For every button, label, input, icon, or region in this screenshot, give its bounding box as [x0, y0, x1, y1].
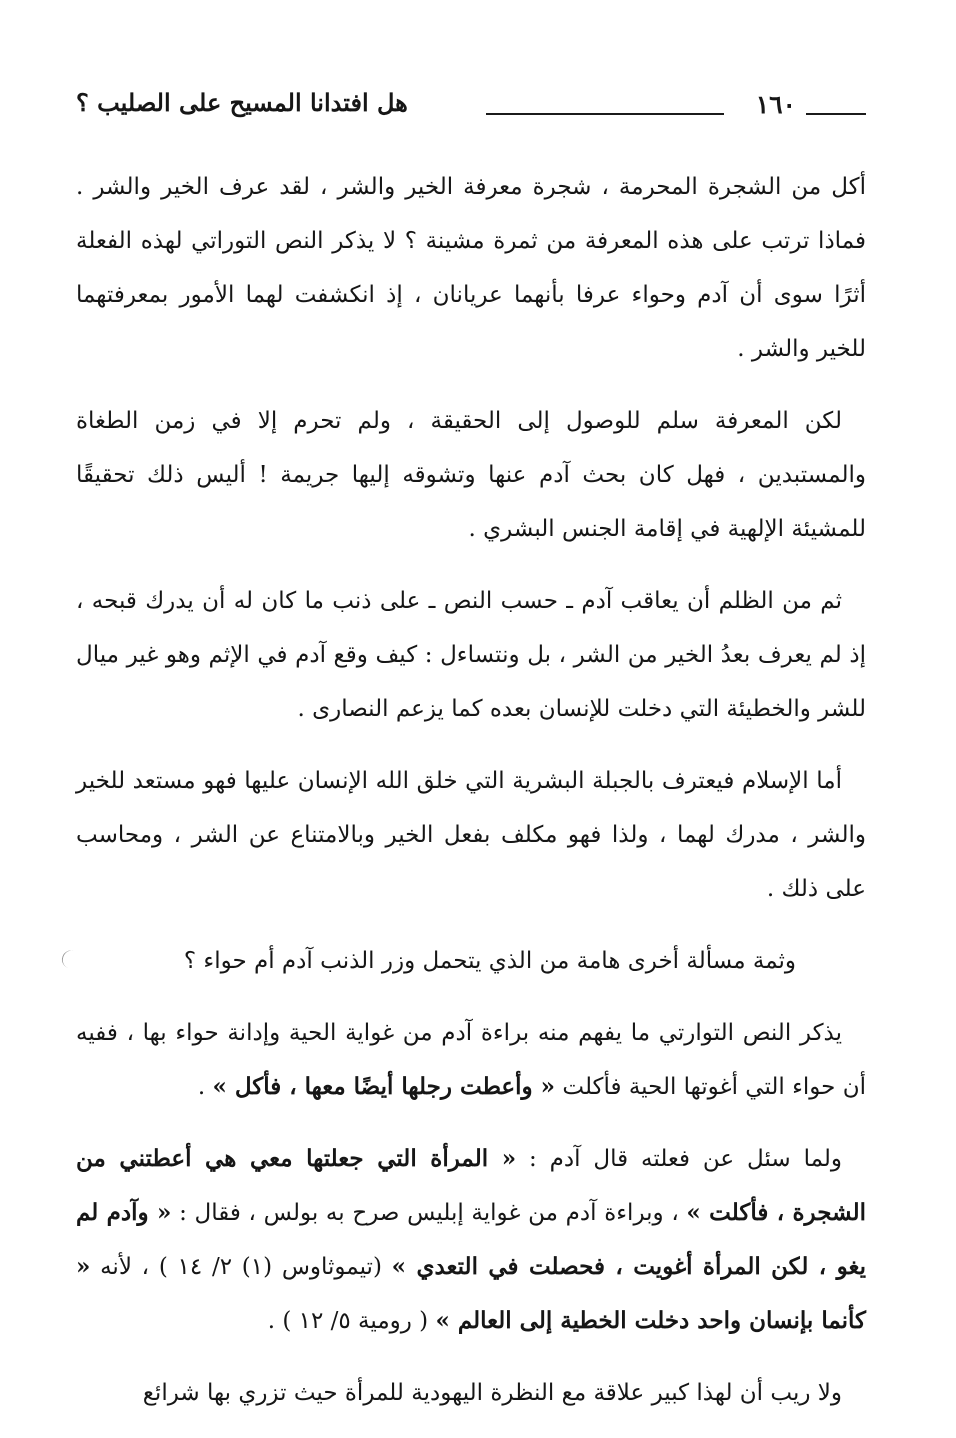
paragraph-7-text-b: ، وبراءة آدم من غواية إبليس صرح به بولس ، فقال :	[171, 1200, 687, 1226]
page-number: ١٦٠	[755, 90, 796, 119]
paragraph-7-text-d: ( رومية ٥/ ١٢ ) .	[267, 1308, 436, 1334]
paragraph-7	[76, 1132, 866, 1348]
paragraph-6	[76, 1006, 866, 1114]
paragraph-7-text-a: ولما سئل عن فعلته قال آدم :	[516, 1146, 842, 1172]
paragraph-5: وثمة مسألة أخرى هامة من الذي يتحمل وزر الذنب آدم أم حواء ؟	[183, 948, 796, 974]
paragraph-6-text-b: .	[197, 1074, 213, 1100]
paragraph-2: لكن المعرفة سلم للوصول إلى الحقيقة ، ولم تحرم إلا في زمن الطغاة والمستبدين ، فهل كان بحث آدم عنها وتشوقه إليها جريمة ! أليس ذلك تحقيقًا للمشيئة الإلهية في إقامة الجنس البشري .	[76, 408, 866, 542]
page-header	[76, 86, 866, 126]
paragraph-4: أما الإسلام فيعترف بالجبلة البشرية التي خلق الله الإنسان عليها فهو مستعد للخير والشر ، مدرك لهما ، ولذا فهو مكلف بفعل الخير وبالامتناع عن الشر ، ومحاسب على ذلك .	[76, 768, 866, 902]
paragraph-7-quote-1: « المرأة التي جعلتها معي هي أعطتني من الشجرة ، فأكلت »	[76, 1145, 866, 1226]
header-rule-right	[806, 113, 866, 115]
paragraph-1: أكل من الشجرة المحرمة ، شجرة معرفة الخير والشر ، لقد عرف الخير والشر . فماذا ترتب على هذه المعرفة من ثمرة مشينة ؟ لا يذكر النص التوراتي لهذه الفعلة أثرًا سوى أن آدم وحواء عرفا بأنهما عريانان ، إذ انكشفت لهما الأمور بمعرفتهما للخير والشر .	[76, 174, 866, 362]
paragraph-7-text-c: (تيموثاوس (١) ٢/ ١٤ ) ، لأنه	[90, 1254, 392, 1280]
paragraph-6-quote: « وأعطت رجلها أيضًا معها ، فأكل »	[212, 1073, 556, 1100]
header-rule-middle	[486, 113, 724, 115]
paragraph-7-quote-3: « كأنما بإنسان واحد دخلت الخطية إلى العالم »	[76, 1253, 866, 1334]
body-text	[76, 160, 866, 1438]
paragraph-7-quote-2: « وآدم لم يغو ، لكن المرأة أغويت ، فحصلت في التعدي »	[76, 1199, 867, 1280]
running-title: هل افتدانا المسيح على الصليب ؟	[76, 88, 408, 117]
paragraph-3: ثم من الظلم أن يعاقب آدم ـ حسب النص ـ على ذنب ما كان له أن يدرك قبحه ، إذ لم يعرف بعدُ الخير من الشر ، بل ونتساءل : كيف وقع آدم في الإثم وهو غير ميال للشر والخطيئة التي دخلت للإنسان بعده كما يزعم النصارى .	[76, 588, 866, 722]
paragraph-8: ولا ريب أن لهذا كبير علاقة مع النظرة اليهودية للمرأة حيث تزري بها شرائع	[142, 1380, 842, 1406]
paragraph-6-text-a: يذكر النص التوارتي ما يفهم منه براءة آدم من غواية الحية وإدانة حواء بها ، ففيه أن حواء التي أغوتها الحية فأكلت	[76, 1020, 866, 1100]
